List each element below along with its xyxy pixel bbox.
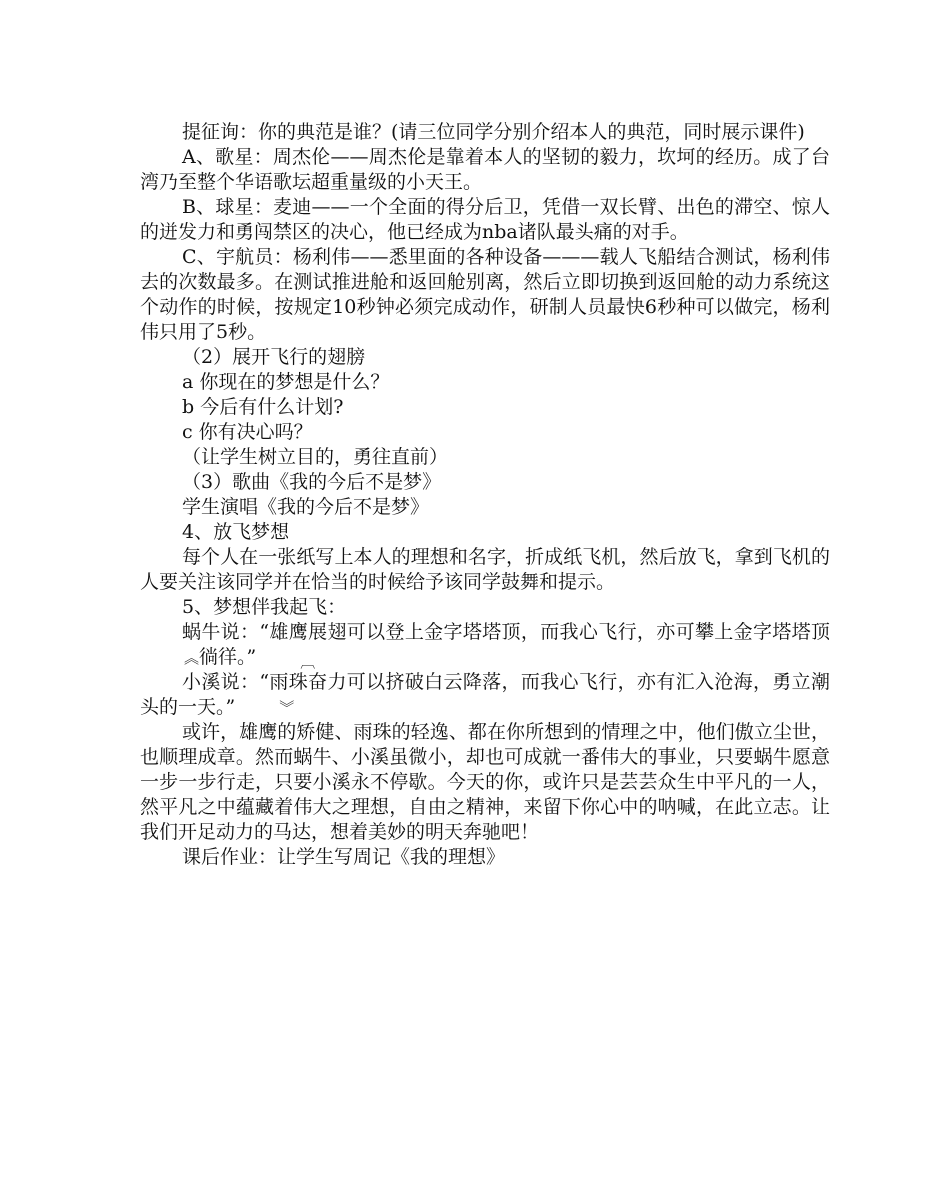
paragraph-basketball: B、球星：麦迪——一个全面的得分后卫，凭借一双长臂、出色的滞空、惊人的迸发力和勇闯禁区的决心，他已经成为nba诸队最头痛的对手。 [140,196,830,243]
paragraph-snail [140,620,830,670]
paragraph-question-a: a 你现在的梦想是什么？ [182,371,390,393]
snail-text-start: 蜗牛说：“雄鹰展翅可以登上金字塔塔顶，而我心飞行，亦可攀上金字塔塔顶 [182,621,830,643]
paragraph-stream [140,670,830,720]
double-up-mark: ︽ [184,648,200,667]
paragraph-homework: 课后作业：让学生写周记《我的理想》 [182,846,506,868]
paragraph-singer: A、歌星：周杰伦——周杰伦是靠着本人的坚韧的毅力，坎坷的经历。成了台湾乃至整个华语歌坛超重量级的小天王。 [140,146,830,193]
double-down-mark: ︾ [279,698,295,717]
paragraph-fly-dream-heading: 4、放飞梦想 [182,521,290,543]
bracket-mark: ︹ [300,653,316,671]
paragraph-dream-flight-heading: 5、梦想伴我起飞： [182,596,347,618]
paragraph-question-b: b 今后有什么计划? [182,396,344,418]
paragraph-reflection: 或许，雄鹰的矫健、雨珠的轻逸、都在你所想到的情理之中，他们傲立尘世，也顺理成章。然而蜗牛、小溪虽微小，却也可成就一番伟大的事业，只要蜗牛愿意一步一步行走，只要小溪永不停歇。今天的你，或许只是芸芸众生中平凡的一人，然平凡之中蕴藏着伟大之理想，自由之精神，来留下你心中的呐喊，在此立志。让我们开足动力的马达，想着美妙的明天奔驰吧！ [140,721,830,843]
paragraph-wings-heading: （2）展开飞行的翅膀 [182,346,366,368]
paragraph-question-c: c 你有决心吗？ [182,421,313,443]
document-body [140,120,830,870]
paragraph-intro: 提征询：你的典范是谁？(请三位同学分别介绍本人的典范，同时展示课件) [182,121,805,143]
paragraph-goal-note: （让学生树立目的，勇往直前） [182,446,449,468]
snail-text-end: 徜徉。” [199,646,257,668]
paragraph-paper-plane: 每个人在一张纸写上本人的理想和名字，折成纸飞机，然后放飞，拿到飞机的人要关注该同学并在恰当的时候给予该同学鼓舞和提示。 [140,546,830,593]
paragraph-song-performance: 学生演唱《我的今后不是梦》 [182,496,430,518]
paragraph-astronaut: C、宇航员：杨利伟——悉里面的各种设备———载人飞船结合测试，杨利伟去的次数最多。在测试推进舱和返回舱别离，然后立即切换到返回舱的动力系统这个动作的时候，按规定10秒钟必须完成动作，研制人员最快6秒种可以做完，杨利伟只用了5秒。 [140,246,830,343]
stream-text: 小溪说：“雨珠奋力可以挤破白云降落，而我心飞行，亦有汇入沧海，勇立潮头的一天。” [140,671,830,718]
paragraph-song-heading: （3）歌曲《我的今后不是梦》 [182,471,442,493]
